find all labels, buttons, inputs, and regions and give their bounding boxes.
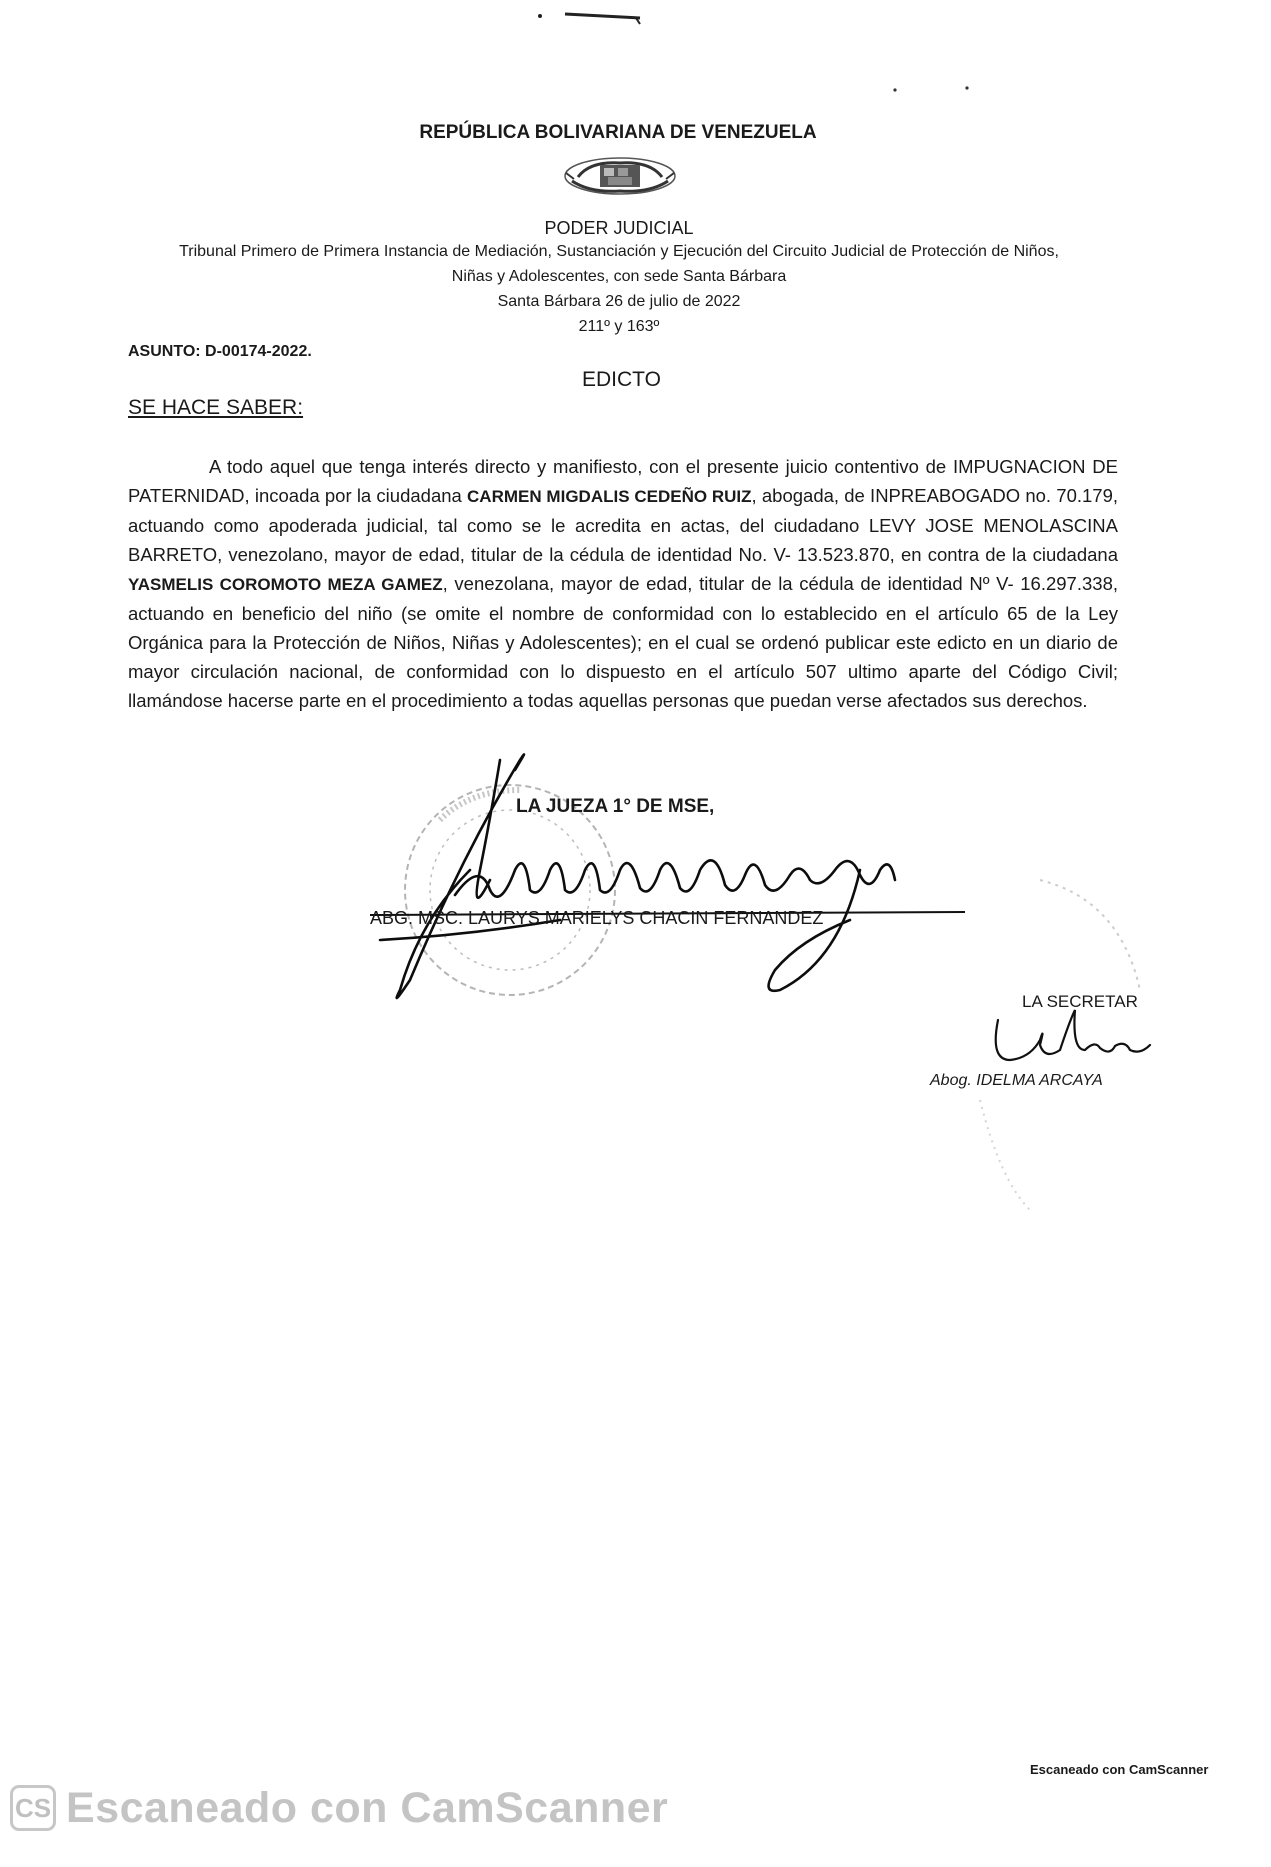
body-name-plaintiff: CARMEN MIGDALIS CEDEÑO RUIZ xyxy=(467,487,752,506)
secretary-title: LA SECRETAR xyxy=(1022,992,1138,1011)
judge-name: ABG. MSC. LAURYS MARIELYS CHACIN FERNANDEZ xyxy=(370,908,824,928)
body-text-2: IMPUGNACION DE PATERNIDAD, incoada por la ciudadana xyxy=(128,456,1118,506)
court-name-line-2: Niñas y Adolescentes, con sede Santa Bárbara xyxy=(451,268,787,285)
years-line: 211º y 163º xyxy=(578,318,660,335)
body-text-1: A todo aquel que tenga interés directo y manifiesto, con el presente juicio contentivo de xyxy=(128,456,953,477)
scanner-footer-small: Escaneado con CamScanner xyxy=(1030,1762,1209,1777)
secretary-signature xyxy=(996,1010,1150,1060)
judge-title: LA JUEZA 1° DE MSE, xyxy=(516,796,715,817)
institution-heading: PODER JUDICIAL xyxy=(544,218,694,238)
body-text-3: , abogada, de INPREABOGADO no. 70.179, actuando como apoderada judicial, tal como se le acredita en actas, del ciudadano LEVY JOSE MENOLASCINA BARRETO, venezolano, mayor de edad, titular de la cédula de identidad No. V- 13.523.870, en contra de la ciudadana xyxy=(128,485,1119,565)
judge-signature xyxy=(380,754,895,998)
document-title: EDICTO xyxy=(582,368,661,391)
notice-heading: SE HACE SABER: xyxy=(128,396,304,419)
place-date-line: Santa Bárbara 26 de julio de 2022 xyxy=(497,293,741,310)
secretary-name: Abog. IDELMA ARCAYA xyxy=(930,1072,1103,1089)
camscanner-logo-icon: CS xyxy=(10,1785,56,1831)
body-text-4: , venezolana, mayor de edad, titular de la cédula de identidad Nº V- 16.297.338, actuando en beneficio del niño (se omite el nombre de conformidad con lo establecido en el artículo 65 de la Ley Orgánica para la Protección de Niños, Niñas y Adolescentes); en el cual se ordenó publicar este edicto en un diario de mayor circulación nacional, de conformidad con lo dispuesto en el artículo 507 ultimo aparte del Código Civil; llamándose hacerse parte en el procedimiento a todas aquellas personas que puedan verse afectados sus derechos. xyxy=(128,573,1118,711)
scanner-footer-large: Escaneado con CamScanner xyxy=(66,1783,669,1832)
court-name-line-1: Tribunal Primero de Primera Instancia de Mediación, Sustanciación y Ejecución del Circuito Judicial de Protección de Niños, xyxy=(179,243,1059,260)
case-number: ASUNTO: D-00174-2022. xyxy=(128,343,312,360)
country-heading: REPÚBLICA BOLIVARIANA DE VENEZUELA xyxy=(419,122,817,143)
scanner-footer-watermark xyxy=(10,1770,668,1846)
body-name-defendant: YASMELIS COROMOTO MEZA GAMEZ xyxy=(128,575,443,594)
